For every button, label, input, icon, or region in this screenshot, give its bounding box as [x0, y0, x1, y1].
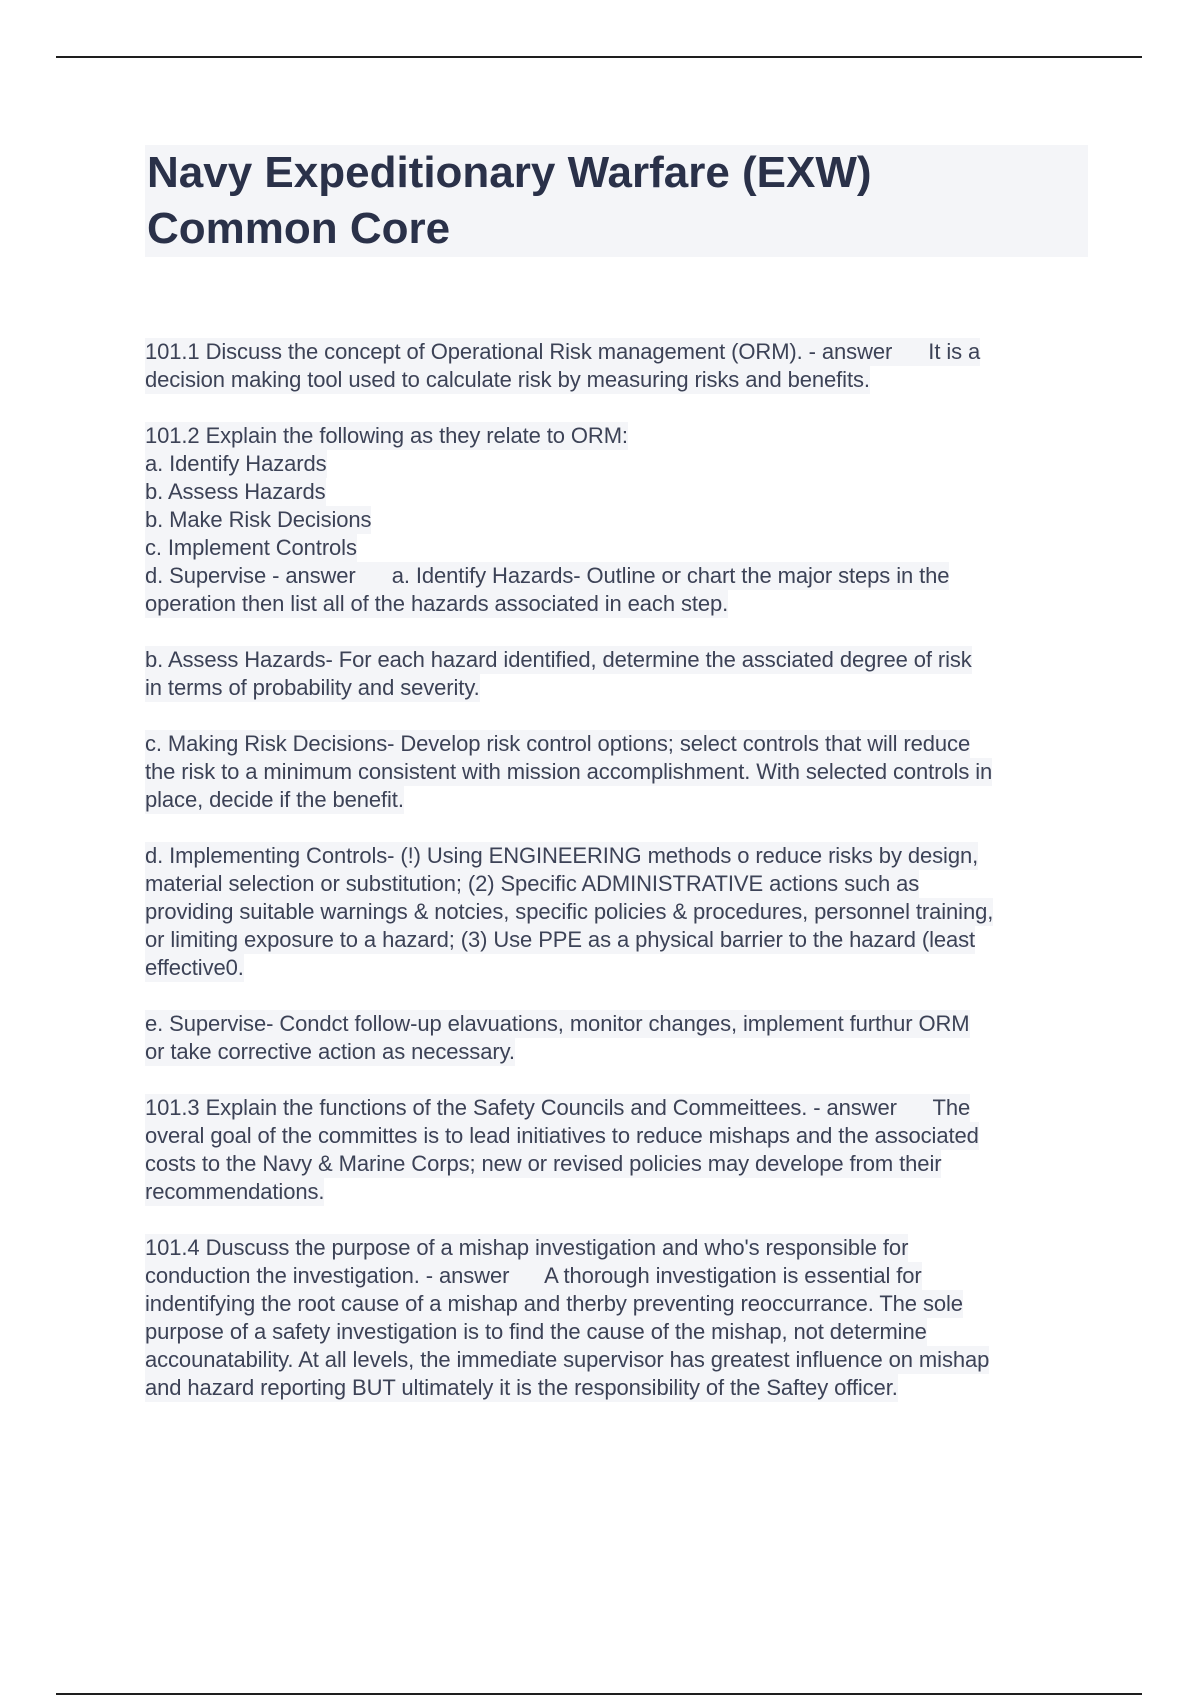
text-line: b. Make Risk Decisions [145, 507, 372, 532]
paragraph-assess-hazards [145, 646, 1095, 702]
bottom-rule [56, 1693, 1142, 1695]
text-line: place, decide if the benefit. [145, 787, 404, 812]
text-line: 101.2 Explain the following as they relate to ORM: [145, 423, 628, 448]
text-line: indentifying the root cause of a mishap and therby preventing reoccurrance. The sole [145, 1291, 963, 1316]
paragraph-101-3 [145, 1094, 1095, 1206]
paragraph-risk-decisions [145, 730, 1095, 814]
text-line: conduction the investigation. - answer A thorough investigation is essential for [145, 1263, 922, 1288]
paragraph-implementing-controls [145, 842, 1095, 982]
title-line: Navy Expeditionary Warfare (EXW) [147, 148, 872, 197]
text-line: costs to the Navy & Marine Corps; new or revised policies may develope from their [145, 1151, 942, 1176]
text-line: material selection or substitution; (2) Specific ADMINISTRATIVE actions such as [145, 871, 920, 896]
paragraph-101-1 [145, 338, 1095, 394]
text-line: providing suitable warnings & notcies, specific policies & procedures, personnel training, [145, 899, 994, 924]
text-line: c. Making Risk Decisions- Develop risk control options; select controls that will reduce [145, 731, 971, 756]
document-body [145, 338, 1095, 1430]
text-line: effective0. [145, 955, 244, 980]
text-line: operation then list all of the hazards associated in each step. [145, 591, 729, 616]
text-line: 101.4 Duscuss the purpose of a mishap investigation and who's responsible for [145, 1235, 909, 1260]
title-line: Common Core [147, 204, 451, 253]
paragraph-101-2 [145, 422, 1095, 618]
top-rule [56, 56, 1142, 58]
text-line: b. Assess Hazards [145, 479, 326, 504]
text-line: the risk to a minimum consistent with mission accomplishment. With selected controls in [145, 759, 993, 784]
text-line: or limiting exposure to a hazard; (3) Use PPE as a physical barrier to the hazard (least [145, 927, 976, 952]
text-line: d. Implementing Controls- (!) Using ENGINEERING methods o reduce risks by design, [145, 843, 979, 868]
text-line: accounatability. At all levels, the immediate supervisor has greatest influence on mishap [145, 1347, 990, 1372]
text-line: 101.3 Explain the functions of the Safety Councils and Commeittees. - answer The [145, 1095, 971, 1120]
text-line: and hazard reporting BUT ultimately it is the responsibility of the Saftey officer. [145, 1375, 898, 1400]
text-line: b. Assess Hazards- For each hazard identified, determine the assciated degree of risk [145, 647, 972, 672]
page-title [145, 145, 1088, 257]
text-line: recommendations. [145, 1179, 325, 1204]
text-line: 101.1 Discuss the concept of Operational Risk management (ORM). - answer It is a [145, 339, 981, 364]
text-line: purpose of a safety investigation is to find the cause of the mishap, not determine [145, 1319, 927, 1344]
text-line: in terms of probability and severity. [145, 675, 480, 700]
text-line: or take corrective action as necessary. [145, 1039, 515, 1064]
text-line: d. Supervise - answer a. Identify Hazards- Outline or chart the major steps in the [145, 563, 950, 588]
text-line: decision making tool used to calculate risk by measuring risks and benefits. [145, 367, 870, 392]
text-line: e. Supervise- Condct follow-up elavuations, monitor changes, implement furthur ORM [145, 1011, 970, 1036]
text-line: c. Implement Controls [145, 535, 357, 560]
paragraph-supervise [145, 1010, 1095, 1066]
paragraph-101-4 [145, 1234, 1095, 1402]
text-line: overal goal of the committes is to lead initiatives to reduce mishaps and the associated [145, 1123, 979, 1148]
title-block [145, 145, 1088, 257]
text-line: a. Identify Hazards [145, 451, 327, 476]
